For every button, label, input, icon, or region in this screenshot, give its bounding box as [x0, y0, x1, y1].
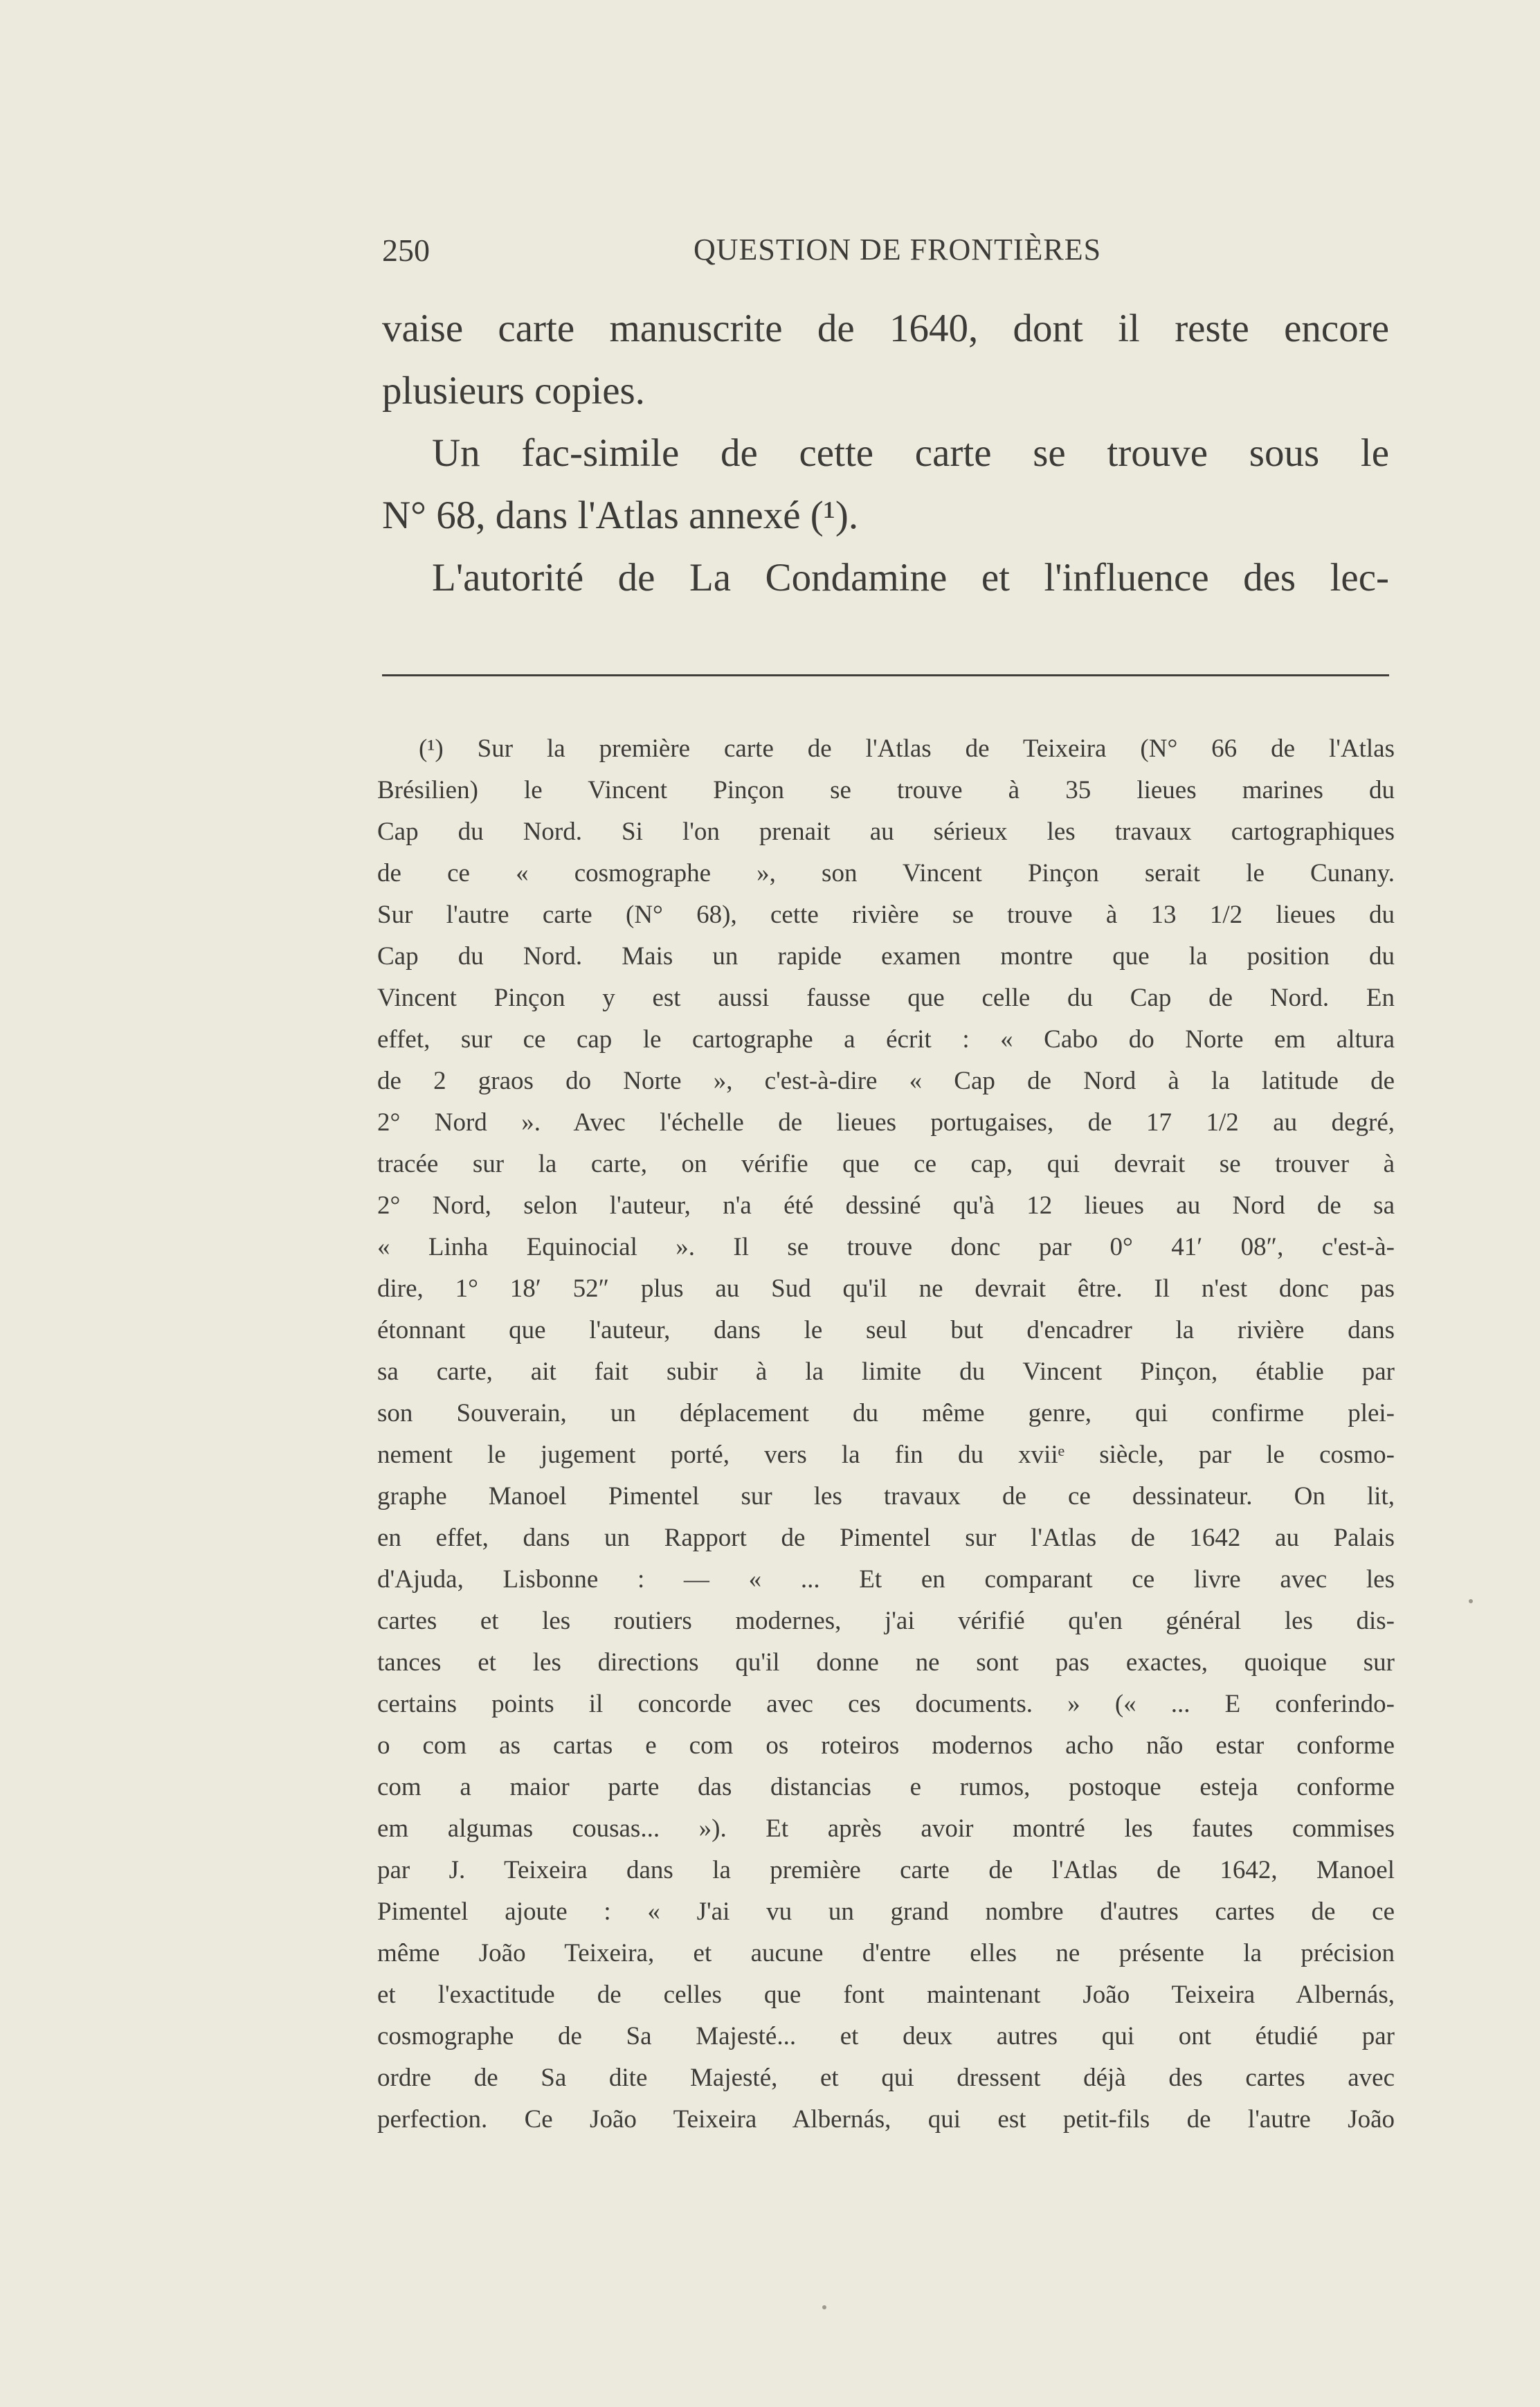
footnote-line: perfection. Ce João Teixeira Albernás, qui est petit-fils de l'autre João — [377, 2105, 1395, 2134]
footnote-divider — [382, 674, 1389, 676]
footnote-line: (¹) Sur la première carte de l'Atlas de Teixeira (N° 66 de l'Atlas — [419, 734, 1395, 763]
footnote-line: « Linha Equinocial ». Il se trouve donc par 0° 41′ 08″, c'est-à- — [377, 1233, 1395, 1261]
footnote-line: certains points il concorde avec ces documents. » (« ... E conferindo- — [377, 1690, 1395, 1718]
footnote-line: sa carte, ait fait subir à la limite du Vincent Pinçon, établie par — [377, 1358, 1395, 1386]
footnote-line: cartes et les routiers modernes, j'ai vérifié qu'en général les dis- — [377, 1607, 1395, 1635]
page-number: 250 — [382, 233, 430, 268]
footnote-line: cosmographe de Sa Majesté... et deux autres qui ont étudié par — [377, 2022, 1395, 2050]
running-title: QUESTION DE FRONTIÈRES — [694, 233, 1102, 267]
main-text-line: L'autorité de La Condamine et l'influence des lec- — [432, 556, 1389, 600]
main-text-line: Un fac-simile de cette carte se trouve sous le — [432, 431, 1389, 475]
footnote-line: de ce « cosmographe », son Vincent Pinçon serait le Cunany. — [377, 859, 1395, 887]
footnote-line: com a maior parte das distancias e rumos, postoque esteja conforme — [377, 1773, 1395, 1801]
main-text-line: N° 68, dans l'Atlas annexé (¹). — [382, 494, 859, 537]
footnote-line: Pimentel ajoute : « J'ai vu un grand nombre d'autres cartes de ce — [377, 1897, 1395, 1926]
footnote-line: o com as cartas e com os roteiros modernos acho não estar conforme — [377, 1731, 1395, 1760]
main-text-line: plusieurs copies. — [382, 369, 645, 413]
footnote-line: Cap du Nord. Mais un rapide examen montre que la position du — [377, 942, 1395, 971]
footnote-line: ordre de Sa dite Majesté, et qui dressent déjà des cartes avec — [377, 2064, 1395, 2092]
footnote-line: en effet, dans un Rapport de Pimentel sur l'Atlas de 1642 au Palais — [377, 1524, 1395, 1552]
footnote-line: Cap du Nord. Si l'on prenait au sérieux les travaux cartographiques — [377, 818, 1395, 846]
footnote-line: Sur l'autre carte (N° 68), cette rivière se trouve à 13 1/2 lieues du — [377, 901, 1395, 929]
footnote-line: nement le jugement porté, vers la fin du xviiᵉ siècle, par le cosmo- — [377, 1441, 1395, 1469]
main-text-line: vaise carte manuscrite de 1640, dont il reste encore — [382, 307, 1389, 350]
footnote-line: 2° Nord, selon l'auteur, n'a été dessiné qu'à 12 lieues au Nord de sa — [377, 1191, 1395, 1220]
footnote-line: son Souverain, un déplacement du même genre, qui confirme plei- — [377, 1399, 1395, 1427]
footnote-line: effet, sur ce cap le cartographe a écrit : « Cabo do Norte em altura — [377, 1025, 1395, 1054]
footnote-line: même João Teixeira, et aucune d'entre elles ne présente la précision — [377, 1939, 1395, 1967]
footnote-line: d'Ajuda, Lisbonne : — « ... Et en comparant ce livre avec les — [377, 1565, 1395, 1594]
footnote-line: tances et les directions qu'il donne ne sont pas exactes, quoique sur — [377, 1648, 1395, 1677]
page-header — [382, 232, 1389, 273]
footnote-line: de 2 graos do Norte », c'est-à-dire « Cap de Nord à la latitude de — [377, 1067, 1395, 1095]
paper-speck — [822, 2305, 826, 2309]
footnote — [377, 728, 1395, 2140]
footnote-line: Vincent Pinçon y est aussi fausse que celle du Cap de Nord. En — [377, 984, 1395, 1012]
footnote-line: tracée sur la carte, on vérifie que ce cap, qui devrait se trouver à — [377, 1150, 1395, 1178]
footnote-line: 2° Nord ». Avec l'échelle de lieues portugaises, de 17 1/2 au degré, — [377, 1108, 1395, 1137]
footnote-line: em algumas cousas... »). Et après avoir montré les fautes commises — [377, 1814, 1395, 1843]
main-text — [382, 298, 1389, 609]
footnote-line: par J. Teixeira dans la première carte de l'Atlas de 1642, Manoel — [377, 1856, 1395, 1884]
footnote-line: et l'exactitude de celles que font maintenant João Teixeira Albernás, — [377, 1981, 1395, 2009]
footnote-line: graphe Manoel Pimentel sur les travaux de ce dessinateur. On lit, — [377, 1482, 1395, 1511]
footnote-line: dire, 1° 18′ 52″ plus au Sud qu'il ne devrait être. Il n'est donc pas — [377, 1274, 1395, 1303]
footnote-line: Brésilien) le Vincent Pinçon se trouve à 35 lieues marines du — [377, 776, 1395, 804]
footnote-line: étonnant que l'auteur, dans le seul but d'encadrer la rivière dans — [377, 1316, 1395, 1344]
paper-speck — [1469, 1599, 1473, 1603]
